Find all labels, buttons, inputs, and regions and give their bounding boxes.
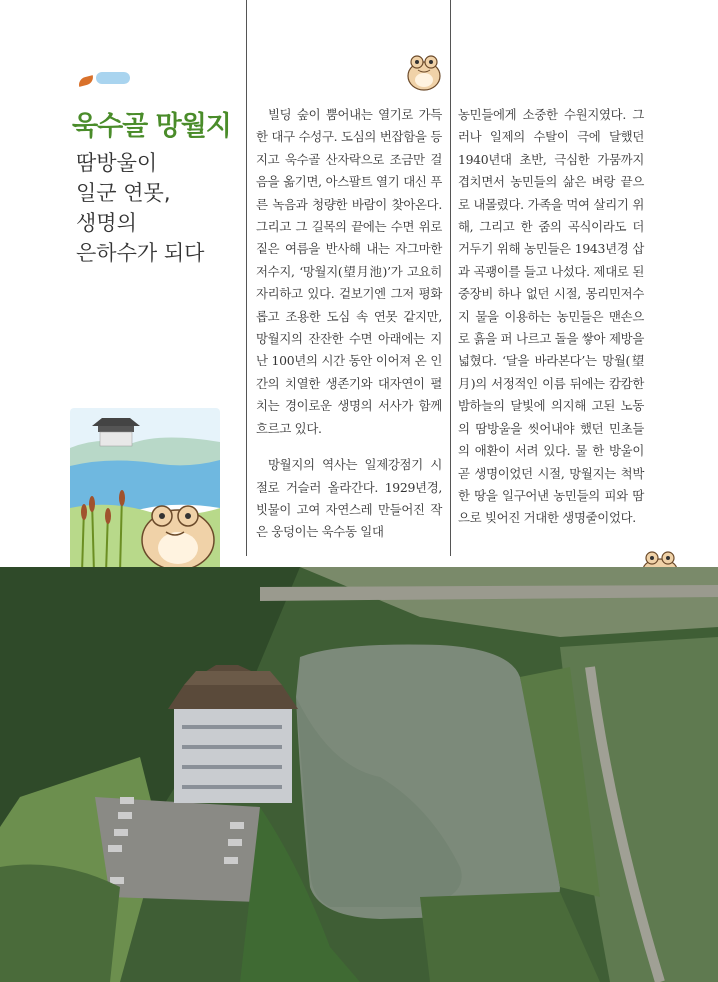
paragraph: 망월지의 역사는 일제강점기 시절로 거슬러 올라간다. 1929년경, 빗물이 고여 자연스레 만들어진 작은 웅덩이는 욱수동 일대 (256, 457, 442, 540)
article-subtitle: 땀방울이 일군 연못, 생명의 은하수가 되다 (76, 151, 205, 265)
aerial-photo (0, 567, 718, 982)
leaf-icon (77, 75, 95, 87)
body-column-2 (458, 104, 644, 544)
column-divider-left (246, 0, 247, 556)
article-title: 욱수골 망월지 (72, 111, 231, 142)
paragraph: 농민들에게 소중한 수원지였다. 그러나 일제의 수탈이 극에 달했던 1940년대 초반, 극심한 가뭄까지 겹치면서 농민들의 삶은 벼랑 끝으로 내몰렸다. 가족을 먹여 살리기 위해, 그리고 한 줌의 곡식이라도 더 거두기 위해 농민들은 1943년경 삽과 곡괭이를 들고 나섰다. 제대로 된 중장비 하나 없던 시절, 몽리민저수지 물을 이용하는 농민들은 맨손으로 흙을 퍼 나르고 돌을 쌓아 제방을 넓혔다. ‘달을 바라본다’는 망월(望月)의 서정적인 이름 뒤에는 캄캄한 밤하늘의 달빛에 의지해 고된 노동의 땀방울을 씻어내야 했던 민초들의 애환이 서려 있다. 물 한 방울이 곧 생명이었던 시절, 망월지는 척박한 땅을 일구어낸 농민들의 피와 땀으로 빚어진 거대한 생명줄이었다. (458, 107, 644, 526)
body-column-1 (256, 104, 442, 558)
column-divider-right (450, 0, 451, 556)
toad-mascot-icon (404, 48, 444, 92)
paragraph: 빌딩 숲이 뿜어내는 열기로 가득한 대구 수성구. 도심의 번잡함을 등지고 욱수골 산자락으로 조금만 걸음을 옮기면, 아스팔트 열기 대신 푸른 녹음과 청량한 바람이 찾아온다. 그리고 그 길목의 끝에는 수면 위로 짙은 여름을 반사해 내는 자그마한 저수지, ‘망월지(望月池)’가 고요히 자리하고 있다. 겉보기엔 그저 평화롭고 조용한 도심 속 연못 같지만, 망월지의 잔잔한 수면 아래에는 지난 100년의 시간 동안 이어져 온 인간의 치열한 생존기와 대자연이 펼치는 경이로운 생명의 서사가 함께 흐르고 있다. (256, 107, 442, 436)
pond-illustration (70, 408, 220, 573)
cloud-icon (96, 72, 130, 84)
